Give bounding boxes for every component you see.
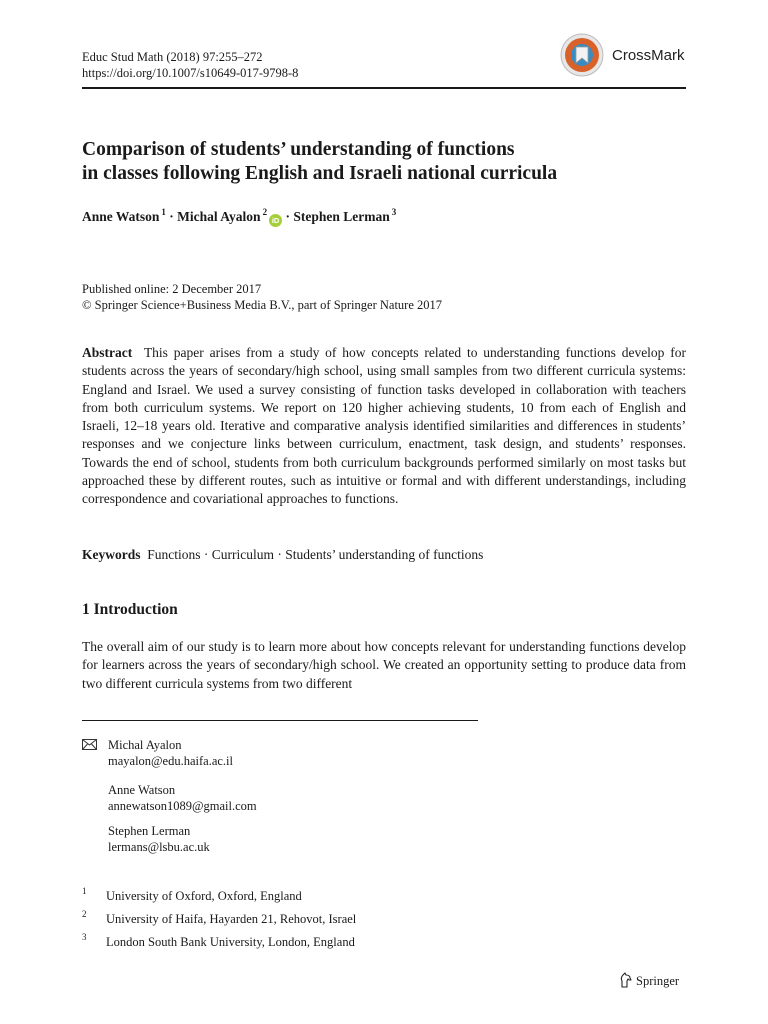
abstract-label: Abstract	[82, 345, 133, 360]
author-affiliation-mark: 1	[161, 207, 166, 217]
abstract-text: This paper arises from a study of how concepts related to understanding functions develop for students across the years of secondary/high school, using small samples from two different curricula systems: England and Israel. We used a survey consisting of function tasks developed in collaboration with teachers from both curriculum systems. We report on 120 higher achieving students, 10 from each of English and Israeli, 12–18 years old. Iterative and comparative analysis identified similarities and differences in students’ responses and we conjecture links between curriculum, enactment, task design, and students’ responses. Towards the end of school, students from both curriculum backgrounds performed similarly on most tasks but approached these by different routes, such as intuitive or formal and with different understandings, including correspondence and covariational approaches to functions.	[82, 345, 687, 507]
author-separator: ·	[169, 209, 174, 224]
envelope-icon	[82, 739, 97, 750]
journal-citation	[82, 49, 298, 81]
contact-name: Michal Ayalon	[108, 738, 182, 752]
introduction-text: The overall aim of our study is to learn more about how concepts relevant for understanding functions develop for learners across the years of secondary/high school. We created an opportunity setting to produce data from two different curricula systems from two different	[82, 639, 686, 691]
title-line-1: Comparison of students’ understanding of functions	[82, 139, 515, 160]
crossmark-icon	[560, 33, 604, 77]
affiliation-text: London South Bank University, London, England	[106, 935, 355, 949]
published-date: Published online: 2 December 2017	[82, 282, 262, 296]
affiliation-number: 3	[82, 932, 87, 942]
author-separator: ·	[285, 209, 290, 224]
orcid-icon[interactable]: iD	[269, 214, 282, 227]
header-divider	[82, 87, 686, 89]
affiliation-text: University of Haifa, Hayarden 21, Rehovot, Israel	[106, 912, 357, 926]
contact-email[interactable]: mayalon@edu.haifa.ac.il	[108, 754, 233, 768]
copyright-line: © Springer Science+Business Media B.V., part of Springer Nature 2017	[82, 298, 443, 312]
keywords-text: Functions · Curriculum · Students’ understanding of functions	[147, 547, 484, 562]
author-affiliation-mark: 3	[391, 207, 397, 217]
keywords-label: Keywords	[82, 547, 141, 562]
affiliation-number: 1	[82, 886, 87, 896]
doi-link[interactable]: https://doi.org/10.1007/s10649-017-9798-8	[82, 66, 299, 80]
contact-name: Stephen Lerman	[108, 824, 191, 838]
correspondence-entry	[108, 782, 257, 814]
contact-email[interactable]: annewatson1089@gmail.com	[108, 799, 257, 813]
crossmark-label: CrossMark	[612, 47, 685, 64]
section-heading-introduction: 1 Introduction	[82, 601, 178, 618]
publisher-name: Springer	[636, 974, 680, 988]
correspondence-entry	[108, 823, 210, 855]
author-name[interactable]: Michal Ayalon	[177, 209, 261, 224]
contact-email[interactable]: lermans@lsbu.ac.uk	[108, 840, 210, 854]
springer-logo	[619, 972, 679, 990]
author-affiliation-mark: 2	[262, 207, 268, 217]
publication-info	[82, 281, 442, 313]
contact-name: Anne Watson	[108, 783, 176, 797]
journal-line: Educ Stud Math (2018) 97:255–272	[82, 50, 263, 64]
author-list	[82, 209, 396, 227]
affiliation-number: 2	[82, 909, 87, 919]
abstract	[82, 344, 686, 509]
crossmark-badge[interactable]	[560, 33, 690, 77]
author-name[interactable]: Stephen Lerman	[293, 209, 390, 224]
affiliation-text: University of Oxford, Oxford, England	[106, 889, 302, 903]
keywords	[82, 546, 686, 564]
paper-title	[82, 138, 686, 186]
author-name[interactable]: Anne Watson	[82, 209, 160, 224]
title-line-2: in classes following English and Israeli national curricula	[82, 163, 558, 184]
footnote-divider	[82, 720, 478, 721]
correspondence-entry	[108, 737, 233, 769]
springer-horse-icon	[619, 972, 633, 988]
